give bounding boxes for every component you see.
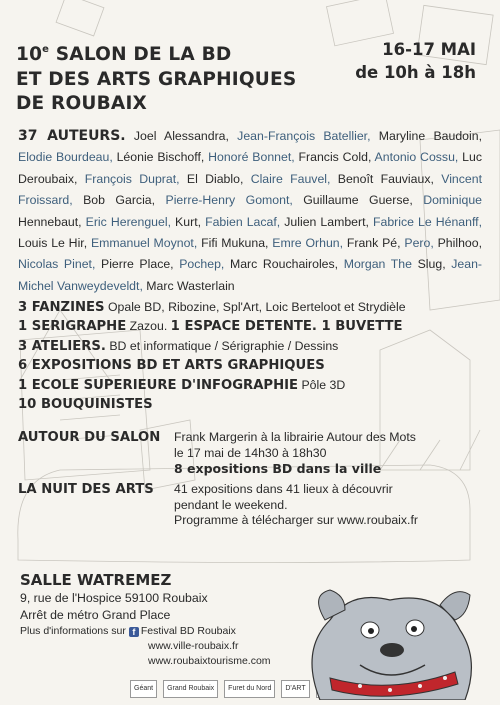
author-name: Guillaume Guerse, xyxy=(292,193,413,208)
author-name: François Duprat, xyxy=(77,171,180,186)
author-name: Luc Deroubaix, xyxy=(18,150,482,186)
nuit-label: LA NUIT DES ARTS xyxy=(18,482,154,497)
site-link-ville[interactable]: www.ville-roubaix.fr xyxy=(148,640,239,652)
sponsor-logo: Grand Roubaix xyxy=(163,680,218,698)
author-name: Emre Orhun, xyxy=(268,236,344,251)
author-name: Kurt, xyxy=(171,214,202,229)
program-expositions: 6 EXPOSITIONS BD ET ARTS GRAPHIQUES xyxy=(18,358,325,374)
program-list xyxy=(18,298,488,414)
author-name: Léonie Bischoff, xyxy=(112,150,205,165)
author-name: Pero, xyxy=(400,236,434,251)
author-name: Vincent Froissard, xyxy=(18,171,483,208)
program-ateliers: 3 ATELIERS. BD et informatique / Sérigraphie / Dessins xyxy=(18,338,339,354)
author-name: Marc Wasterlain xyxy=(142,278,235,293)
author-name: Frank Pé, xyxy=(343,236,401,251)
author-name: Louis Le Hir, xyxy=(18,236,88,251)
author-name: Nicolas Pinet, xyxy=(18,257,96,272)
nuit-text: 41 expositions dans 41 lieux à découvrir pendant le weekend. Programme à télécharger sur www.roubaix.fr xyxy=(174,482,418,527)
sponsor-logo: D'ART xyxy=(281,680,309,698)
author-name: Dominique xyxy=(412,193,482,208)
author-name: Pierre-Henry Gomont, xyxy=(155,193,293,208)
author-name: Honoré Bonnet, xyxy=(204,150,295,165)
program-bouquinistes: 10 BOUQUINISTES xyxy=(18,397,153,413)
venue-info: Plus d'informations sur f Festival BD Roubaix xyxy=(20,625,236,637)
author-name: Jean-Michel Vanweydeveldt, xyxy=(18,257,482,293)
event-dates: 16-17 MAI de 10h à 18h xyxy=(355,40,476,82)
venue-name: SALLE WATREMEZ xyxy=(20,571,172,589)
author-name: Benoît Fauviaux, xyxy=(330,171,434,186)
venue-address: 9, rue de l'Hospice 59100 Roubaix xyxy=(20,591,208,605)
author-name: Hennebaut, xyxy=(18,214,82,229)
author-name: Antonio Cossu, xyxy=(371,150,459,165)
venue-metro: Arrêt de métro Grand Place xyxy=(20,608,171,622)
sponsor-logo: Géant xyxy=(130,680,157,698)
author-name: Joel Alessandra, xyxy=(133,129,229,143)
authors-paragraph xyxy=(18,126,482,297)
author-name: Fifi Mukuna, xyxy=(197,236,269,251)
author-name: El Diablo, xyxy=(179,171,244,186)
author-name: Jean-François Batellier, xyxy=(228,129,371,143)
author-name: Fabien Lacaf, xyxy=(201,214,281,229)
venue-block xyxy=(20,570,271,669)
author-name: Marc Rouchairoles, xyxy=(224,257,339,272)
site-link-tourisme[interactable]: www.roubaixtourisme.com xyxy=(148,655,271,667)
autour-text: Frank Margerin à la librairie Autour des Mots le 17 mai de 14h30 à 18h30 8 expositions BD dans la ville xyxy=(174,430,416,476)
event-title: 10e SALON DE LA BD ET DES ARTS GRAPHIQUES DE ROUBAIX xyxy=(16,44,297,114)
program-serigraphe: 1 SERIGRAPHE Zazou. 1 ESPACE DETENTE. 1 BUVETTE xyxy=(18,319,403,335)
author-name: Morgan The xyxy=(338,257,412,272)
author-name: Julien Lambert, xyxy=(280,214,369,229)
bulldog-illustration xyxy=(290,560,490,705)
author-name: Claire Fauvel, xyxy=(243,171,331,186)
author-name: Bob Garcia, xyxy=(72,193,156,208)
program-fanzines: 3 FANZINES Opale BD, Ribozine, Spl'Art, Loic Berteloot et Strydièle xyxy=(18,300,406,315)
author-name: Pierre Place, xyxy=(95,257,174,272)
autour-label: AUTOUR DU SALON xyxy=(18,430,161,445)
program-ecole: 1 ECOLE SUPERIEURE D'INFOGRAPHIE Pôle 3D xyxy=(18,377,346,393)
author-name: Elodie Bourdeau, xyxy=(18,150,113,165)
authors-heading: 37 AUTEURS. xyxy=(18,128,126,144)
author-name: Philhoo, xyxy=(433,236,483,251)
author-name: Maryline Baudoin, xyxy=(370,129,482,143)
facebook-icon: f xyxy=(129,627,139,637)
author-name: Francis Cold, xyxy=(294,150,372,165)
facebook-link[interactable]: Festival BD Roubaix xyxy=(140,625,236,637)
author-name: Pochep, xyxy=(173,257,225,272)
author-name: Fabrice Le Hénanff, xyxy=(368,214,482,229)
author-name: Slug, xyxy=(411,257,446,272)
sponsor-logo: Furet du Nord xyxy=(224,680,275,698)
author-name: Emmanuel Moynot, xyxy=(87,236,198,251)
author-name: Eric Herenguel, xyxy=(81,214,172,229)
